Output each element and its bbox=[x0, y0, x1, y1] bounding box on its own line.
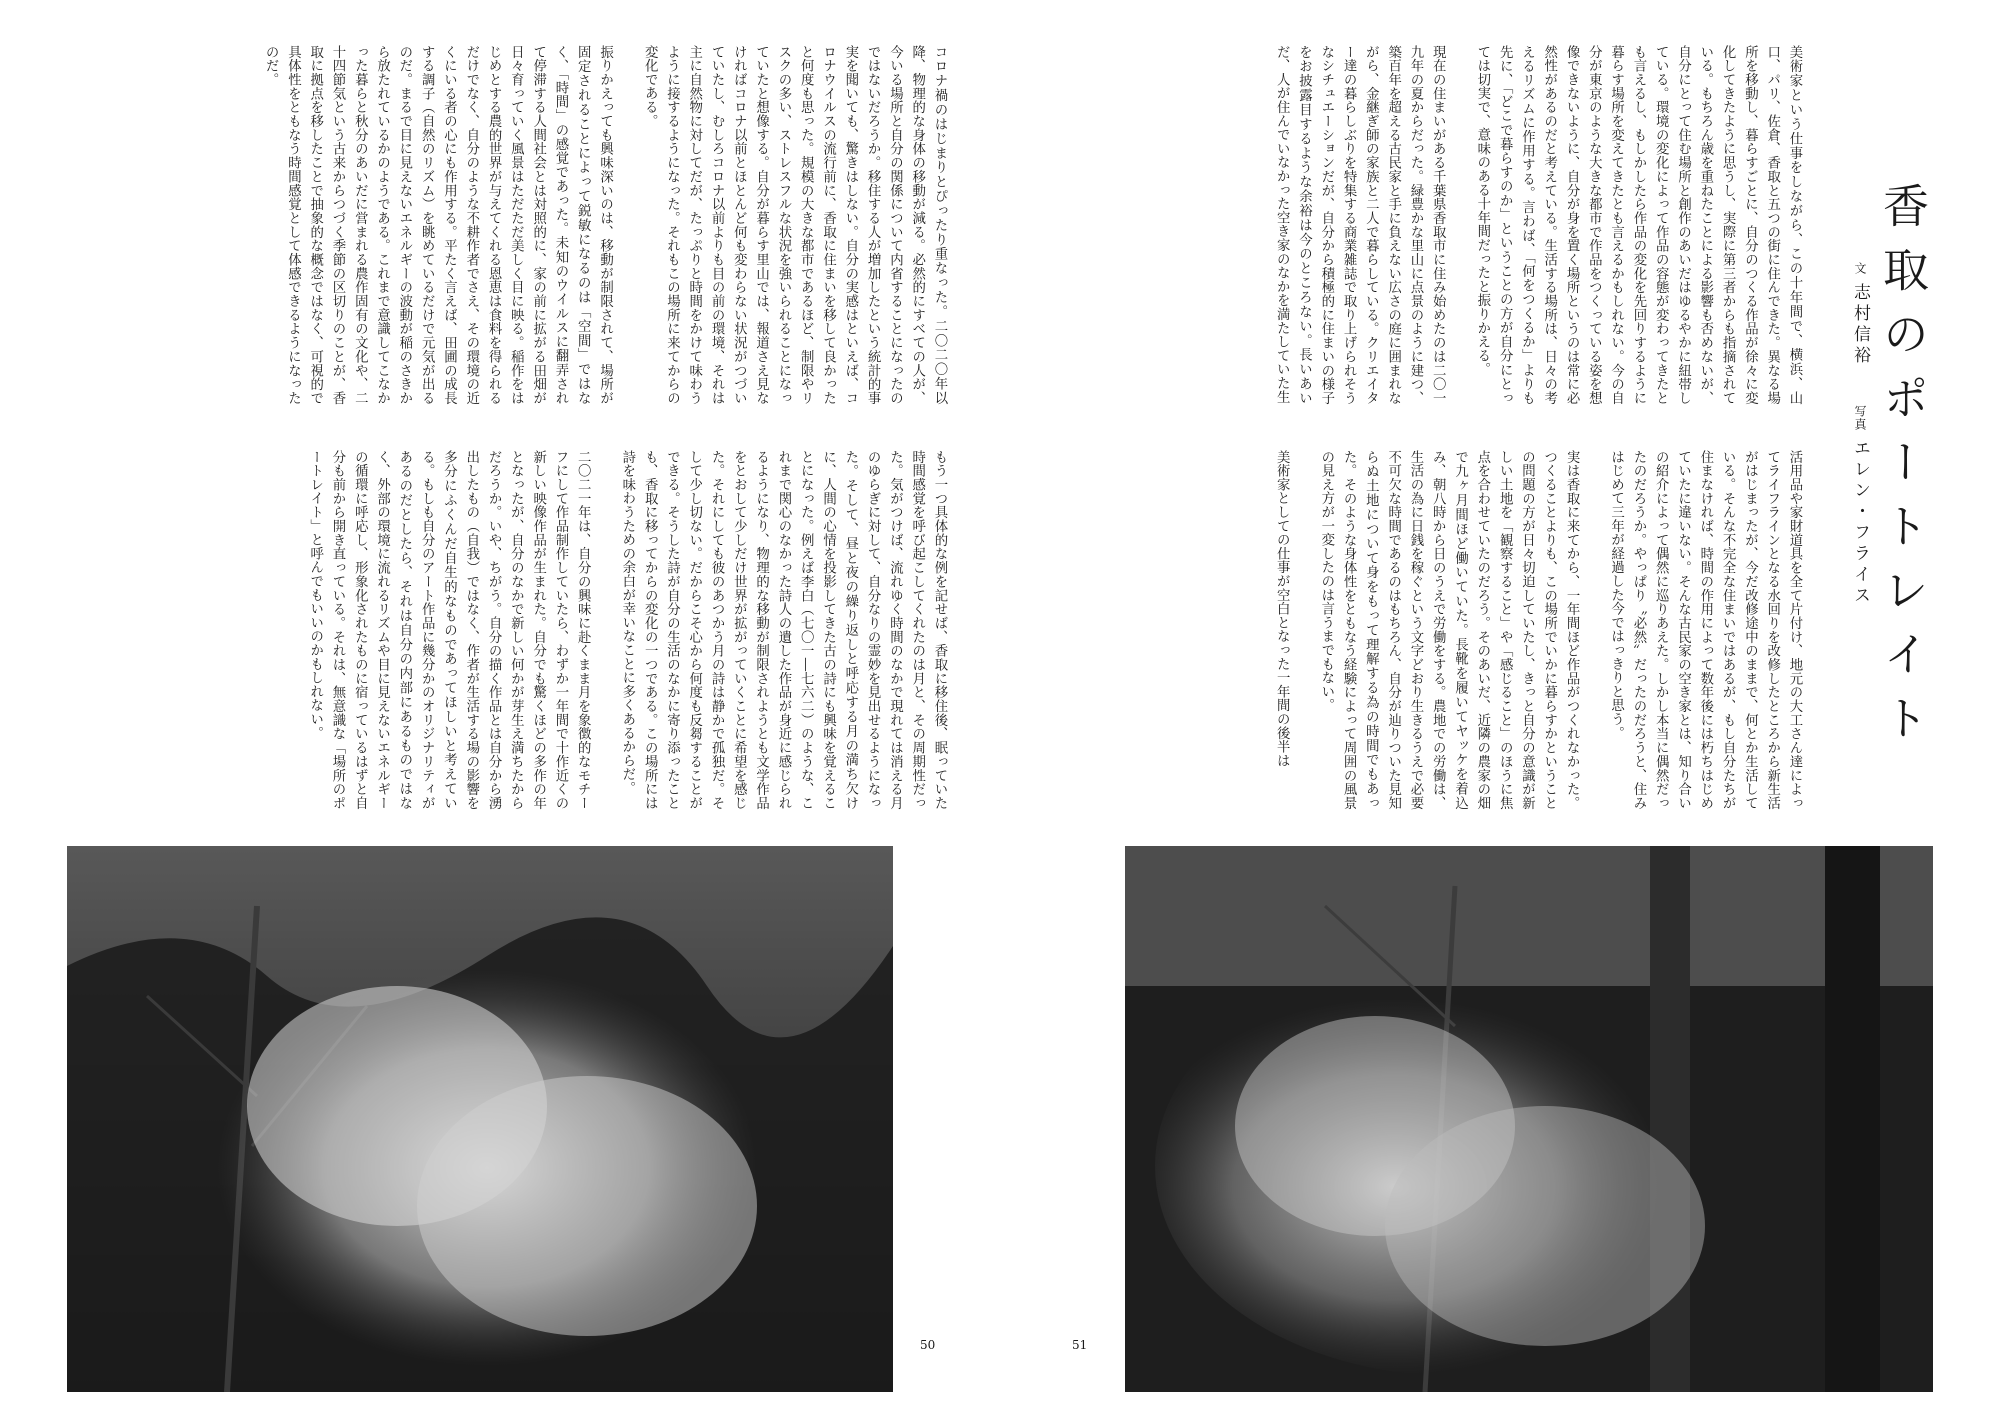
smoke-forest-photo-left bbox=[67, 846, 893, 1392]
right-text-block-top: 美術家という仕事をしながら、この十年間で、横浜、山口、パリ、佐倉、香取と五つの街に住んできた。異なる場所を移動し、暮らすごとに、自分のつくる作品が徐々に変化してきたように思うし、実際に第三者からも指摘されている。もちろん歳を重ねたことによる影響も否めないが、自分にとって住む場所と創作のあいだはゆるやかに紐帯している。環境の変化によって作品の容態が変わってきたとも言えるし、もしかしたら作品の変化を先回りするように暮らす場所を変えてきたとも言えるかもしれない。今の自分が東京のような大きな都市で作品をつくっている姿を想像できないように、自分が身を置く場所というのは常に必然性があるのだと考えている。生活する場所は、日々の考えるリズムに作用する。言わば、「何をつくるか」よりも先に、「どこで暮らすのか」ということの方が自分にとっては切実で、意味のある十年間だったと振りかえる。 現在の住まいがある千葉県香取市に住み始めたのは二〇一九年の夏からだった。緑豊かな里山に点景のように建つ、築百年を超える古民家と手に負えない広さの庭に囲まれながら、金継ぎ師の家族と二人で暮らしている。クリエイター達の暮らしぶりを特集する商業雑誌で取り上げられそうなシチュエーションだが、自分から積極的に住まいの様子をお披露目するような余裕は今のところない。長いあいだ、人が住んでいなかった空き家のなかを満たしていた生 bbox=[1274, 45, 1802, 405]
right-text-block-bottom: 活用品や家財道具を全て片付け、地元の大工さん達によってライフラインとなる水回りを改修したところから新生活がはじまったが、今だ改修途中のままで、何とか生活している。そんな不完全な住まいではあるが、もし自分たちが住まなければ、時間の作用によって数年後には朽ちはじめていたに違いない。そんな古民家の空き家とは、知り合いの紹介によって偶然に巡りあえた。しかし本当に偶然だったのだろうか。やっぱり〝必然〟だったのだろうと、住みはじめて三年が経過した今ではっきりと思う。 実は香取に来てから、一年間ほど作品がつくれなかった。つくることよりも、この場所でいかに暮らすかということの問題の方が日々切迫していたし、きっと自分の意識が新しい土地を「観察すること」や「感じること」のほうに焦点を合わせていたのだろう。そのあいだ、近隣の農家の畑で九ヶ月間ほど働いていた。長靴を履いてヤッケを着込み、朝八時から日のうえで労働をする。農地での労働は、生活の為に日銭を稼ぐという文字どおり生きるうえで必要不可欠な時間であるのはもちろん、自分が辿りついた見知らぬ土地について身をもって理解する為の時間でもあった。そのような身体性をともなう経験によって周囲の風景の見え方が一変したのは言うまでもない。 美術家としての仕事が空白となった一年間の後半は bbox=[1274, 450, 1802, 810]
smoke-forest-photo-right bbox=[1125, 846, 1933, 1392]
photographer-credit bbox=[1848, 405, 1873, 607]
article-title: 香取のポートレイト bbox=[1876, 182, 1930, 758]
left-text-block-bottom: もう一つ具体的な例を記せば、香取に移住後、眠っていた時間感覚を呼び起こしてくれたのは月と、その周期性だった。気がつけば、流れゆく時間のなかで現れては消える月のゆらぎに対して、自分なりの霊妙を見出せるようになった。そして、昼と夜の繰り返しと呼応する月の満ち欠けに、人間の心情を投影してきた古の詩にも興味を覚えることになった。例えば李白（七〇一―七六二）のような、これまで関心のなかった詩人の遺した作品が身近に感じられるようになり、物理的な移動が制限されようとも文学作品をとおして少しだけ世界が拡がっていくことに希望を感じた。それにしても彼のあつかう月の詩は静かで孤独だ。そして少し切ない。だからこそ心から何度も反芻することができる。そうした詩が自分の生活のなかに寄り添ったことも、香取に移ってからの変化の一つである。この場所には詩を味わうための余白が幸いなことに多くあるからだ。 二〇二一年は、自分の興味に赴くまま月を象徴的なモチーフにして作品制作していたら、わずか一年間で十作近くの新しい映像作品が生まれた。自分でも驚くほどの多作の年となったが、自分のなかで新しい何かが芽生え満ちたからだろうか。いや、ちがう。自分の描く作品とは自分から湧出したもの（自我）ではなく、作者が生活する場の影響を多分にふくんだ自生的なものであってほしいと考えている。もしも自分のアート作品に幾分かのオリジナリティがあるのだとしたら、それは自分の内部にあるものではなく、外部の環境に流れるリズムや目に見えないエネルギーの循環に呼応し、形象化されたものに宿っているはずと自分も前から開き直っている。それは、無意識な「場所のポートレイト」と呼んでもいいのかもしれない。 bbox=[307, 450, 947, 810]
photographer-name: エレン・フライス bbox=[1850, 439, 1870, 607]
left-text-block-top: コロナ禍のはじまりとぴったり重なった。二〇二〇年以降、物理的な身体の移動が減る。必然的にすべての人が、今いる場所と自分の関係について内省することになったのではないだろうか。移住する人が増加したという統計的事実を聞いても、驚きはしない。自分の実感はといえば、コロナウイルスの流行前に、香取に住まいを移して良かったと何度も思った。規模の大きな都市であるほど、制限やリスクの多い、ストレスフルな状況を強いられることになっていたと想像する。自分が暮らす里山では、報道さえ見なければコロナ以前とほとんど何も変わらない状況がつづいていたし、むしろコロナ以前よりも目の前の環境、それは主に自然物に対してだが、たっぷりと時間をかけて味わうように接するようになった。それもこの場所に来てからの変化である。 振りかえっても興味深いのは、移動が制限されて、場所が固定されることによって鋭敏になるのは「空間」ではなく、「時間」の感覚であった。未知のウイルスに翻弄されて停滞する人間社会とは対照的に、家の前に拡がる田畑が日々育っていく風景はただただ美しく目に映る。稲作をはじめとする農的世界が与えてくれる恩恵は食料を得られるだけでなく、自分のような不耕作者でさえ、その環境の近くにいる者の心にも作用する。平たく言えば、田圃の成長する調子（自然のリズム）を眺めているだけで元気が出るのだ。まるで目に見えないエネルギーの波動が稲のさきから放たれているかのようである。これまで意識してこなかった暮らと秋分のあいだに営まれる農作固有の文化や、二十四節気という古来からつづく季節の区切りのことが、香取に拠点を移したことで抽象的な概念ではなく、可視的で具体性をともなう時間感覚として体感できるようになったのだ。 bbox=[263, 45, 947, 405]
page-number-right: 51 bbox=[1072, 1338, 1088, 1352]
page-number-left: 50 bbox=[920, 1338, 936, 1352]
right-page bbox=[1000, 0, 2000, 1415]
photo-label: 写真 bbox=[1853, 405, 1867, 431]
author-name: 志村信裕 bbox=[1850, 283, 1870, 367]
right-text-block-middle: 現在の住まいがある千葉県香取市に住み始めたのは二〇一九年の夏からだった。緑豊かな里山に点景のように建つ、築百年を超える古民家と手に負えない広さの庭に囲まれながら、金継ぎ師の家族と二人で暮らしている。クリエイター達の暮らしぶりを特集する商業雑誌で取り上げられそうなシチュエーションだが、自分から積極的に住まいの様子をお披露目するような余裕は今のところない。長いあいだ、人が住んでいなかった空き家のなかを満たしていた生 bbox=[1274, 45, 1446, 405]
text-label: 文 bbox=[1853, 262, 1867, 275]
author-credit bbox=[1848, 262, 1873, 367]
